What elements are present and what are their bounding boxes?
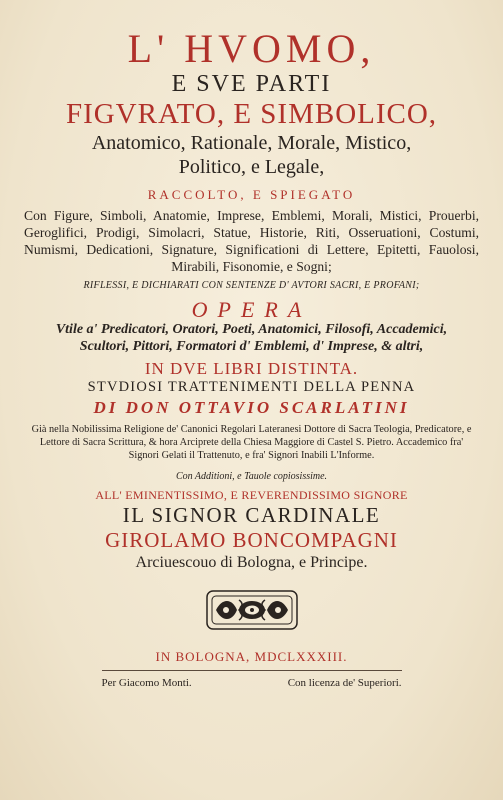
author-credentials: Già nella Nobilissima Religione de' Canonici Regolari Lateranesi Dottore di Sacra Teologia, Predicatore, e Lettore di Sacra Scrittura, & hora Arciprete della Chiesa Maggiore di Castel S. Pietro. Accademico fra' Signori Gelati il Trattenuto, e fra' Signori Inabili L'Informe. [31,424,472,462]
subtitle-line-5: Politico, e Legale, [178,155,325,178]
raccolto-line: RACCOLTO, E SPIEGATO [147,186,356,202]
imprint-line: IN BOLOGNA, MDCLXXXIII. [155,649,348,665]
title-line-2: E SVE PARTI [171,71,332,97]
cardinal-line: IL SIGNOR CARDINALE [122,503,381,528]
author-line: DI DON OTTAVIO SCARLATINI [93,398,410,418]
license-note: Con licenza de' Superiori. [287,676,402,689]
riflessi-line: RIFLESSI, E DICHIARATI CON SENTENZE D' AVTORI SACRI, E PROFANI; [83,280,420,292]
title-line-1: L' HVOMO, [127,26,376,71]
audience-line-1: Vtile a' Predicatori, Oratori, Poeti, Anatomici, Filosofi, Accademici, [55,321,448,337]
due-libri-line: IN DVE LIBRI DISTINTA. [144,359,359,379]
publisher-row [102,670,402,689]
opera-line: OPERA [191,296,312,322]
dedication-line: ALL' EMINENTISSIMO, E REVERENDISSIMO SIGNORE [95,487,408,502]
title-line-3: FIGVRATO, E SIMBOLICO, [65,98,438,131]
contents-paragraph: Con Figure, Simboli, Anatomie, Imprese, Emblemi, Morali, Mistici, Prouerbi, Geroglifici, Prodigi, Simolacri, Statue, Historie, Riti, Osseruationi, Costumi, Numismi, Dedicationi, Signature, Significationi di Lettere, Epitetti, Fauolosi, Mirabili, Fisonomie, e Sogni; [24,208,479,275]
audience-line-2: Scultori, Pittori, Formatori d' Emblemi, d' Imprese, & altri, [79,338,424,354]
studiosi-line: STVDIOSI TRATTENIMENTI DELLA PENNA [87,379,416,396]
printer-ornament-icon [22,590,481,630]
additioni-line: Con Additioni, e Tauole copiosissime. [175,471,328,483]
subtitle-line-4: Anatomico, Rationale, Morale, Mistico, [91,131,412,154]
printer-name: Per Giacomo Monti. [101,676,192,689]
dedicatee-name: GIROLAMO BONCOMPAGNI [105,528,398,553]
dedicatee-title: Arciuescouo di Bologna, e Principe. [135,554,368,572]
